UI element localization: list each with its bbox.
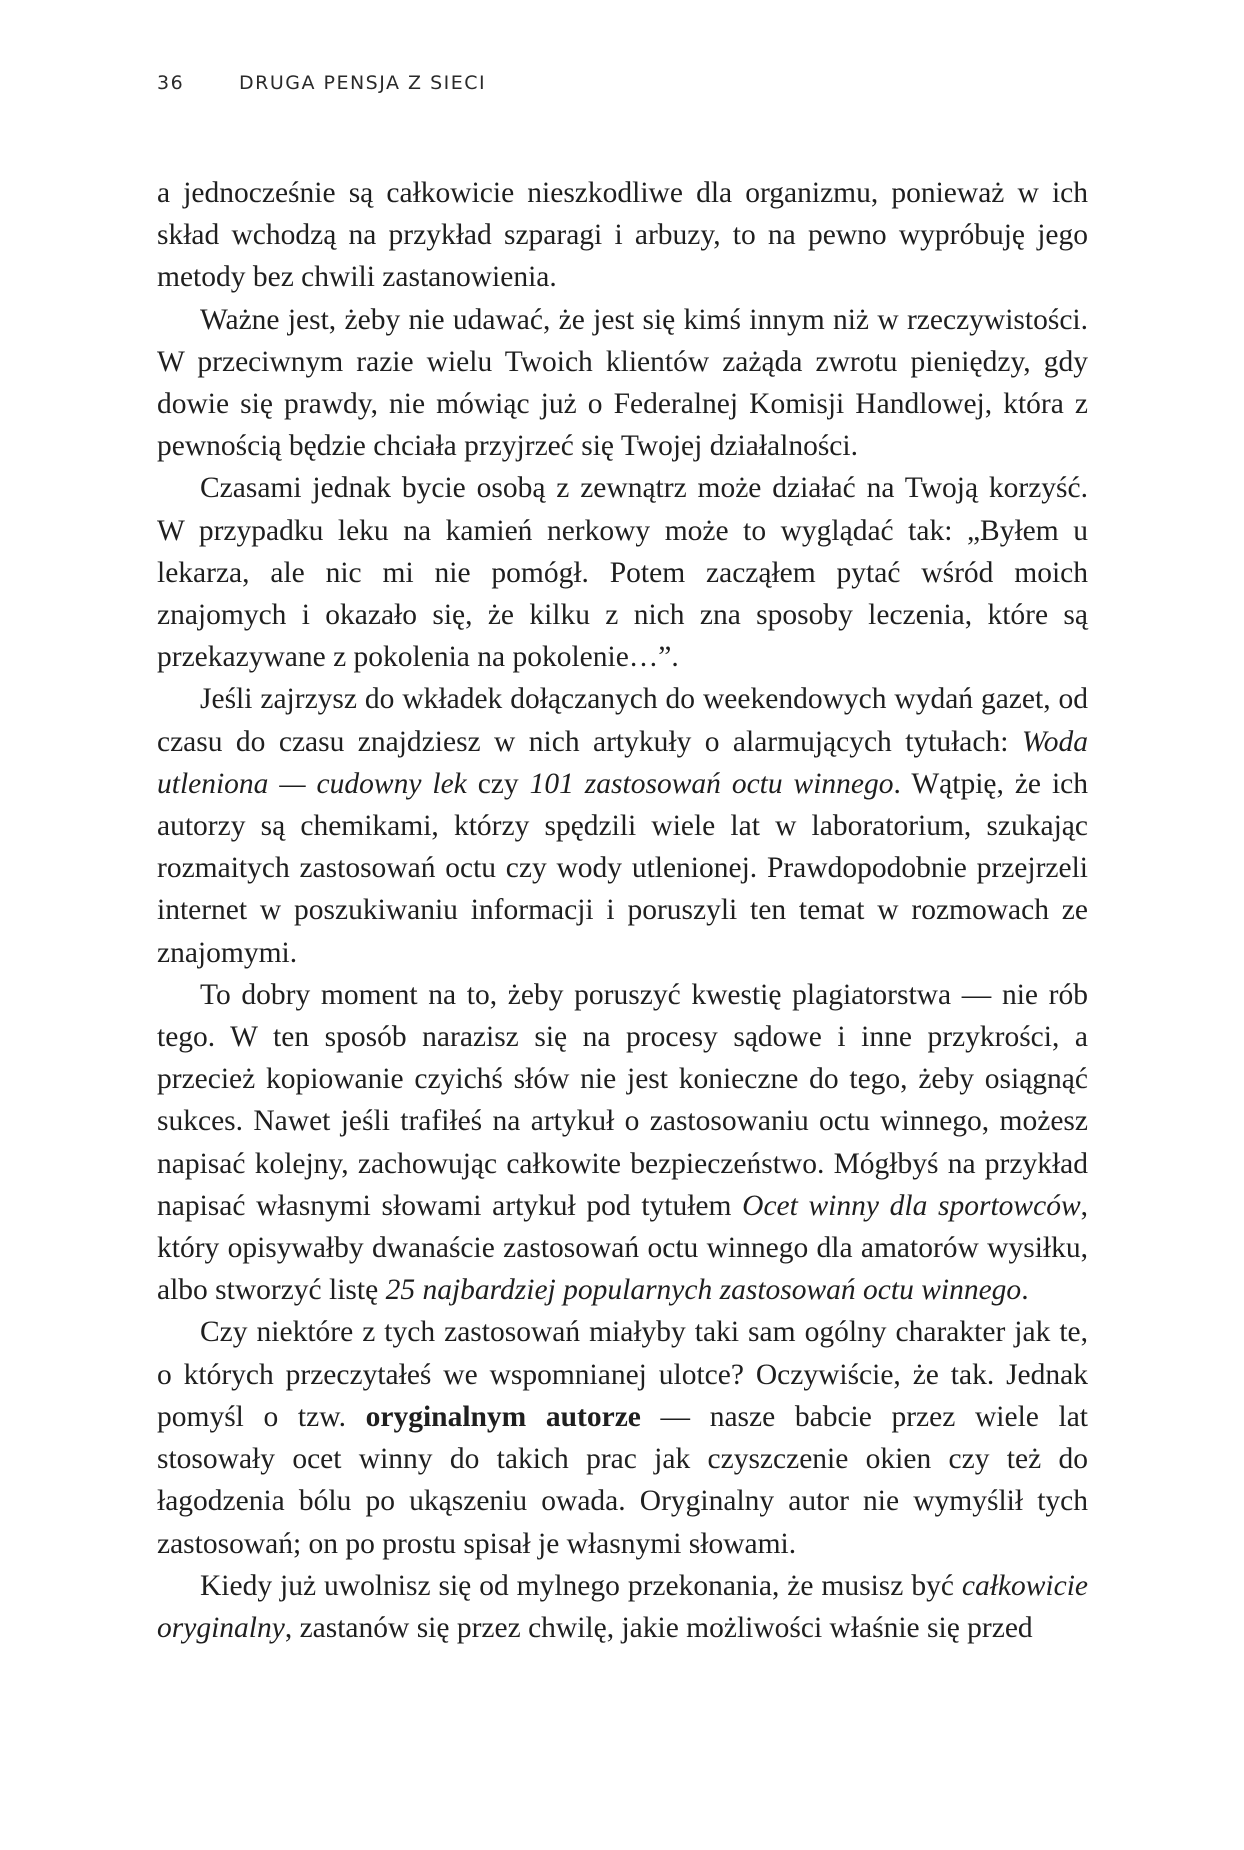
paragraph-text: Kiedy już uwolnisz się od mylnego przekonania, że musisz być [200, 1569, 962, 1602]
paragraph-text: , który opisywałby dwanaście zastosowań octu winnego dla amatorów wysiłku, albo stworzyć listę [157, 1189, 1088, 1307]
paragraph-text: Czy niektóre z tych zastosowań miałyby taki sam ogólny charakter jak te, o których przeczytałeś we wspomnianej ulotce? Oczywiście, że tak. Jednak pomyśl o tzw. [157, 1316, 1088, 1433]
italic-title: 101 zastosowań octu winnego [529, 767, 894, 800]
paragraph-5 [157, 974, 1088, 1312]
paragraph-text: To dobry moment na to, żeby poruszyć kwestię plagiatorstwa — nie rób tego. W ten sposób narazisz się na procesy sądowe i inne przykrości, a przecież kopiowanie czyichś słów nie jest konieczne do tego, żeby osiągnąć sukces. Nawet jeśli trafiłeś na artykuł o zastosowaniu octu winnego, możesz napisać kolejny, zachowując całkowite bezpieczeństwo. Mógłbyś na przykład napisać własnymi słowami artykuł pod tytułem [157, 978, 1088, 1222]
paragraph-3 [157, 467, 1088, 678]
paragraph-text: czy [466, 767, 530, 800]
paragraph-text: Jeśli zajrzysz do wkładek dołączanych do weekendowych wydań gazet, od czasu do czasu znajdziesz w nich artykuły o alarmujących tytułach: [157, 683, 1088, 758]
running-head [157, 72, 486, 94]
page-number: 36 [157, 72, 185, 94]
paragraph-text: , zastanów się przez chwilę, jakie możliwości właśnie się przed [284, 1611, 1033, 1644]
paragraph-1 [157, 172, 1088, 299]
paragraph-text: — nasze babcie przez wiele lat stosowały ocet winny do takich prac jak czyszczenie okien czy też do łagodzenia bólu po ukąszeniu owada. Oryginalny autor nie wymyślił tych zastosowań; on po prostu spisał je własnymi słowami. [157, 1400, 1088, 1560]
paragraph-text: Czasami jednak bycie osobą z zewnątrz może działać na Twoją korzyść. W przypadku leku na kamień nerkowy może to wyglądać tak: „Byłem u lekarza, ale nic mi nie pomógł. Potem zacząłem pytać wśród moich znajomych i okazało się, że kilku z nich zna sposoby leczenia, które są przekazywane z pokolenia na pokolenie…”. [157, 472, 1088, 674]
paragraph-4 [157, 678, 1088, 973]
italic-title: Woda utleniona — cudowny lek [157, 725, 1088, 800]
italic-phrase: całkowicie oryginalny [157, 1569, 1088, 1644]
body-text [157, 172, 1088, 1649]
paragraph-text: . [1021, 1274, 1029, 1307]
paragraph-7 [157, 1565, 1088, 1649]
book-title: DRUGA PENSJA Z SIECI [239, 72, 487, 94]
paragraph-2 [157, 299, 1088, 468]
paragraph-text: Ważne jest, żeby nie udawać, że jest się kimś innym niż w rzeczywistości. W przeciwnym razie wielu Twoich klientów zażąda zwrotu pieniędzy, gdy dowie się prawdy, nie mówiąc już o Federalnej Komisji Handlowej, która z pewnością będzie chciała przyjrzeć się Twojej działalności. [157, 303, 1088, 463]
paragraph-6 [157, 1311, 1088, 1564]
paragraph-text: a jednocześnie są całkowicie nieszkodliwe dla organizmu, ponieważ w ich skład wchodzą na przykład szparagi i arbuzy, to na pewno wypróbuję jego metody bez chwili zastanowienia. [157, 177, 1088, 294]
italic-title: Ocet winny dla sportowców [742, 1189, 1081, 1222]
bold-term: oryginalnym autorze [365, 1400, 641, 1433]
italic-title: 25 najbardziej popularnych zastosowań octu winnego [385, 1274, 1022, 1307]
paragraph-text: . Wątpię, że ich autorzy są chemikami, którzy spędzili wiele lat w laboratorium, szukając rozmaitych zastosowań octu czy wody utlenionej. Prawdopodobnie przejrzeli internet w poszukiwaniu informacji i poruszyli ten temat w rozmowach ze znajomymi. [157, 767, 1088, 969]
